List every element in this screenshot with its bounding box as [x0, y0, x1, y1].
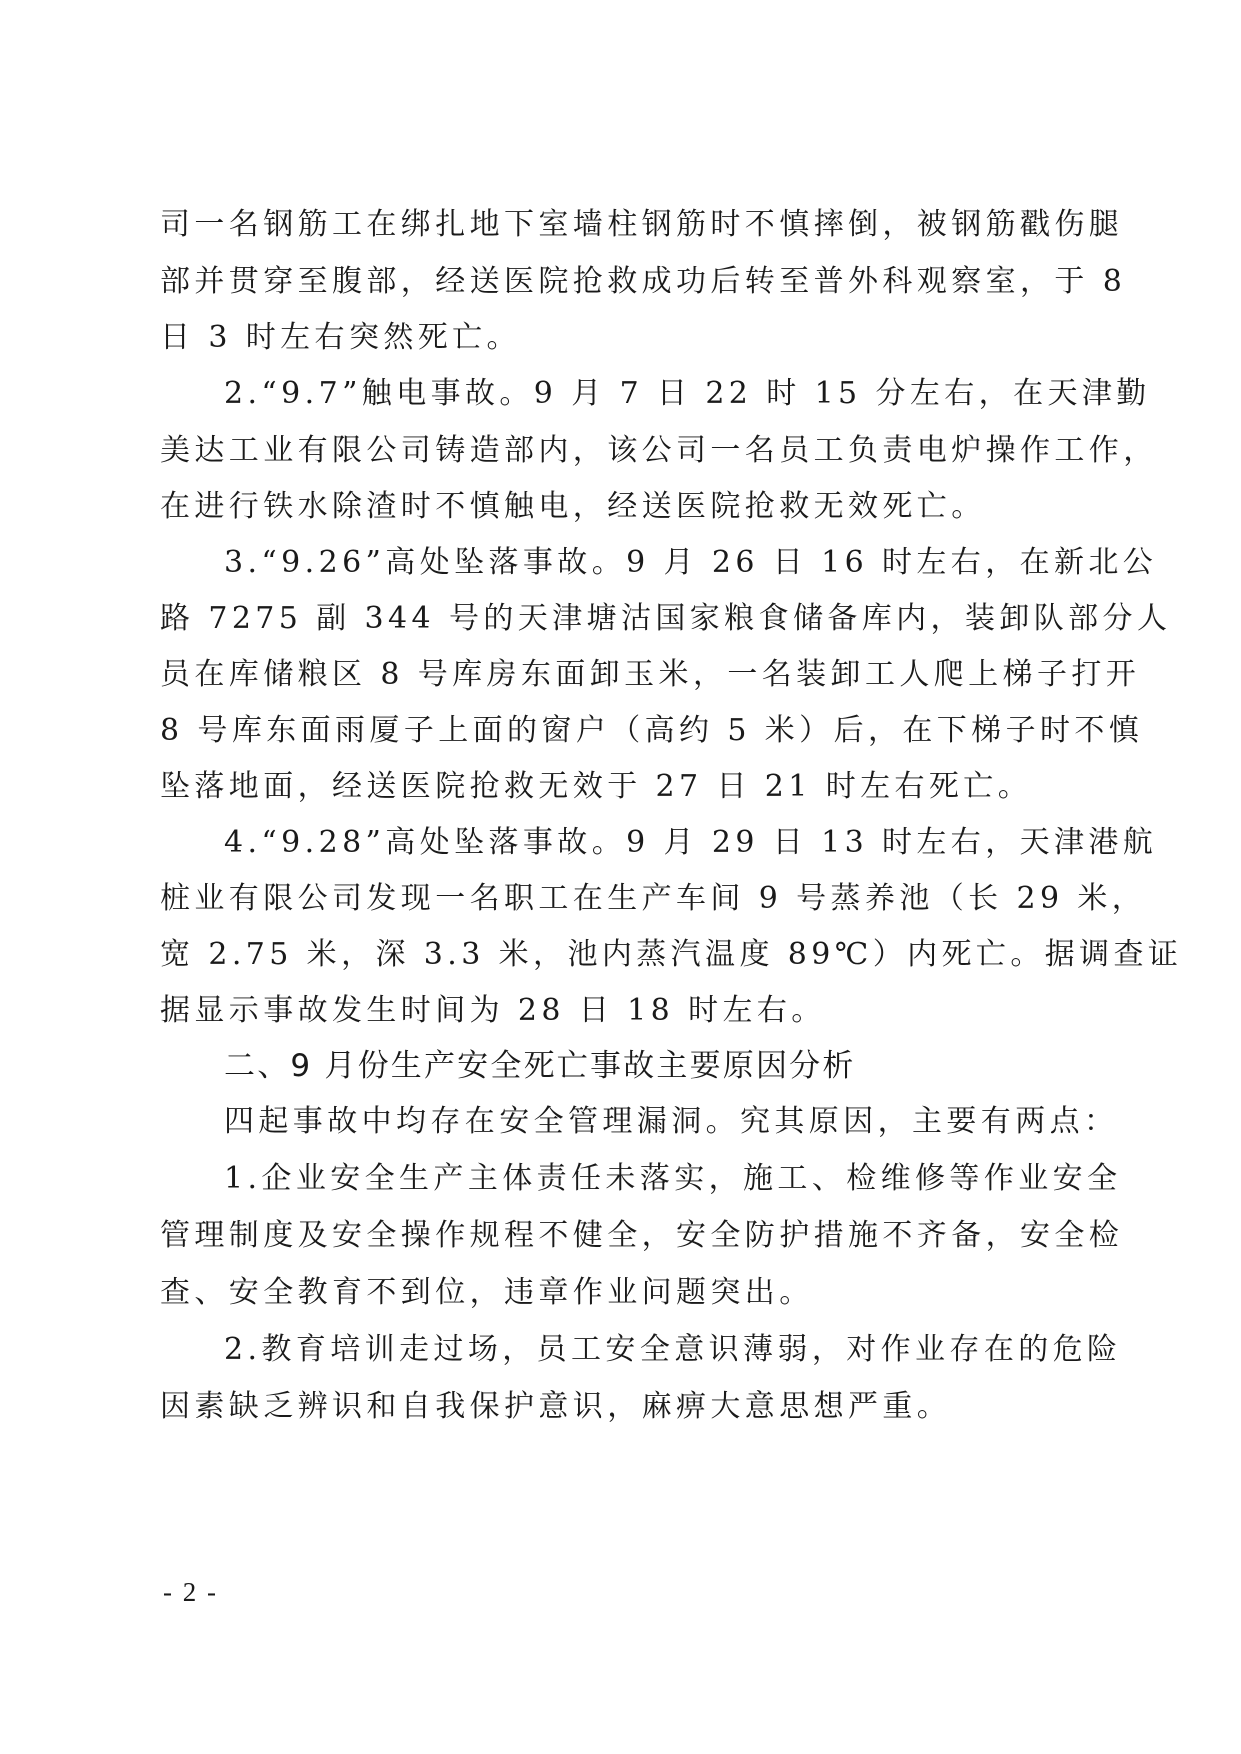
paragraph-start: 3.“9.26”高处坠落事故。9 月 26 日 16 时左右，在新北公 — [224, 545, 1158, 580]
text-line: 查、安全教育不到位，违章作业问题突出。 — [160, 1275, 814, 1310]
text-line: 美达工业有限公司铸造部内，该公司一名员工负责电炉操作工作， — [160, 433, 1158, 468]
text-line: 在进行铁水除渣时不慎触电，经送医院抢救无效死亡。 — [160, 489, 986, 524]
paragraph-start: 2.“9.7”触电事故。9 月 7 日 22 时 15 分左右，在天津勤 — [224, 376, 1151, 411]
text-line: 日 3 时左右突然死亡。 — [160, 320, 521, 355]
text-line: 桩业有限公司发现一名职工在生产车间 9 号蒸养池（长 29 米， — [160, 881, 1147, 916]
section-heading: 二、9 月份生产安全死亡事故主要原因分析 — [224, 1048, 856, 1084]
text-line: 据显示事故发生时间为 28 日 18 时左右。 — [160, 993, 826, 1028]
text-line: 宽 2.75 米，深 3.3 米，池内蒸汽温度 89℃）内死亡。据调查证 — [160, 937, 1183, 972]
paragraph-start: 2.教育培训走过场，员工安全意识薄弱，对作业存在的危险 — [224, 1332, 1122, 1367]
text-line: 管理制度及安全操作规程不健全，安全防护措施不齐备，安全检 — [160, 1218, 1124, 1253]
text-line: 路 7275 副 344 号的天津塘沽国家粮食储备库内，装卸队部分人 — [160, 601, 1172, 636]
text-line: 坠落地面，经送医院抢救无效于 27 日 21 时左右死亡。 — [160, 769, 1033, 804]
page-number: - 2 - — [163, 1577, 218, 1607]
text-line: 部并贯穿至腹部，经送医院抢救成功后转至普外科观察室，于 8 — [160, 264, 1127, 299]
text-line: 8 号库东面雨厦子上面的窗户（高约 5 米）后，在下梯子时不慎 — [160, 713, 1144, 748]
text-line: 司一名钢筋工在绑扎地下室墙柱钢筋时不慎摔倒，被钢筋戳伤腿 — [160, 207, 1124, 242]
paragraph-start: 1.企业安全生产主体责任未落实，施工、检维修等作业安全 — [224, 1161, 1122, 1196]
text-line: 员在库储粮区 8 号库房东面卸玉米，一名装卸工人爬上梯子打开 — [160, 657, 1141, 692]
paragraph-start: 四起事故中均存在安全管理漏洞。究其原因，主要有两点： — [224, 1104, 1119, 1139]
text-line: 因素缺乏辨识和自我保护意识，麻痹大意思想严重。 — [160, 1389, 952, 1424]
paragraph-start: 4.“9.28”高处坠落事故。9 月 29 日 13 时左右，天津港航 — [224, 825, 1158, 860]
